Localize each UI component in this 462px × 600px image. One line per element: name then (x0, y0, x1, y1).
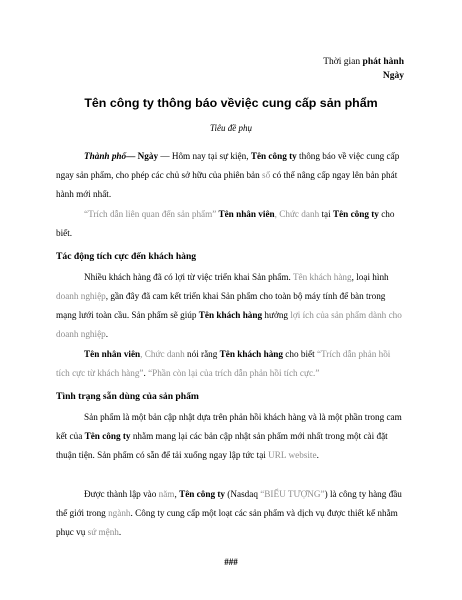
customer-quote-paragraph: Tên nhân viên, Chức danh nói rằng Tên khách hàng cho biết “Trích dẫn phản hồi tích cực từ khách hàng”. “Phần còn lại của trích dẫn phản hồi tích cực.” (56, 349, 391, 378)
release-time-line: Thời gian phát hành (323, 57, 404, 67)
availability-paragraph: Sản phẩm là một bản cập nhật dựa trên phản hồi khách hàng và là một phần trong cam kết của Tên công ty nhằm mang lại các bản cập nhật sản phẩm mới nhất trong một cài đặt thuận tiện. Sản phẩm có sẵn để tải xuống ngay lập tức tại URL website. (56, 412, 402, 460)
press-release-title: Tên công ty thông báo vềviệc cung cấp sản phẩm (84, 96, 378, 110)
intro-paragraph: Thành phố— Ngày — Hôm nay tại sự kiện, Tên công ty thông báo về việc cung cấp ngay sản phẩm, cho phép các chủ sở hữu của phiên bản số có thể nâng cấp ngay lên bản phát hành mới nhất. (56, 151, 400, 199)
release-date-placeholder: Ngày (382, 71, 404, 81)
customer-impact-paragraph: Nhiều khách hàng đã có lợi từ việc triển khai Sản phẩm. Tên khách hàng, loại hình doanh nghiệp, gần đây đã cam kết triển khai Sản phẩm cho toàn bộ máy tính để bàn trong mạng lưới toàn cầu. Sản phẩm sẽ giúp Tên khách hàng hưởng lợi ích của sản phẩm dành cho doanh nghiệp. (56, 272, 402, 339)
end-of-release-mark: ### (224, 557, 238, 567)
press-release-subtitle: Tiêu đề phụ (210, 123, 252, 133)
section-heading-availability: Tình trạng sẵn dùng của sản phẩm (56, 391, 199, 402)
product-quote-paragraph: “Trích dẫn liên quan đến sản phẩm” Tên nhân viên, Chức danh tại Tên công ty cho biết. (56, 209, 395, 238)
release-date-block (323, 55, 404, 83)
section-heading-customer-impact: Tác động tích cực đến khách hàng (56, 251, 197, 262)
about-company-paragraph: Được thành lập vào năm, Tên công ty (Nasdaq “BIỂU TƯỢNG”) là công ty hàng đầu thế giới trong ngành. Công ty cung cấp một loạt các sản phẩm và dịch vụ được thiết kế nhằm phục vụ sứ mệnh. (56, 489, 402, 537)
